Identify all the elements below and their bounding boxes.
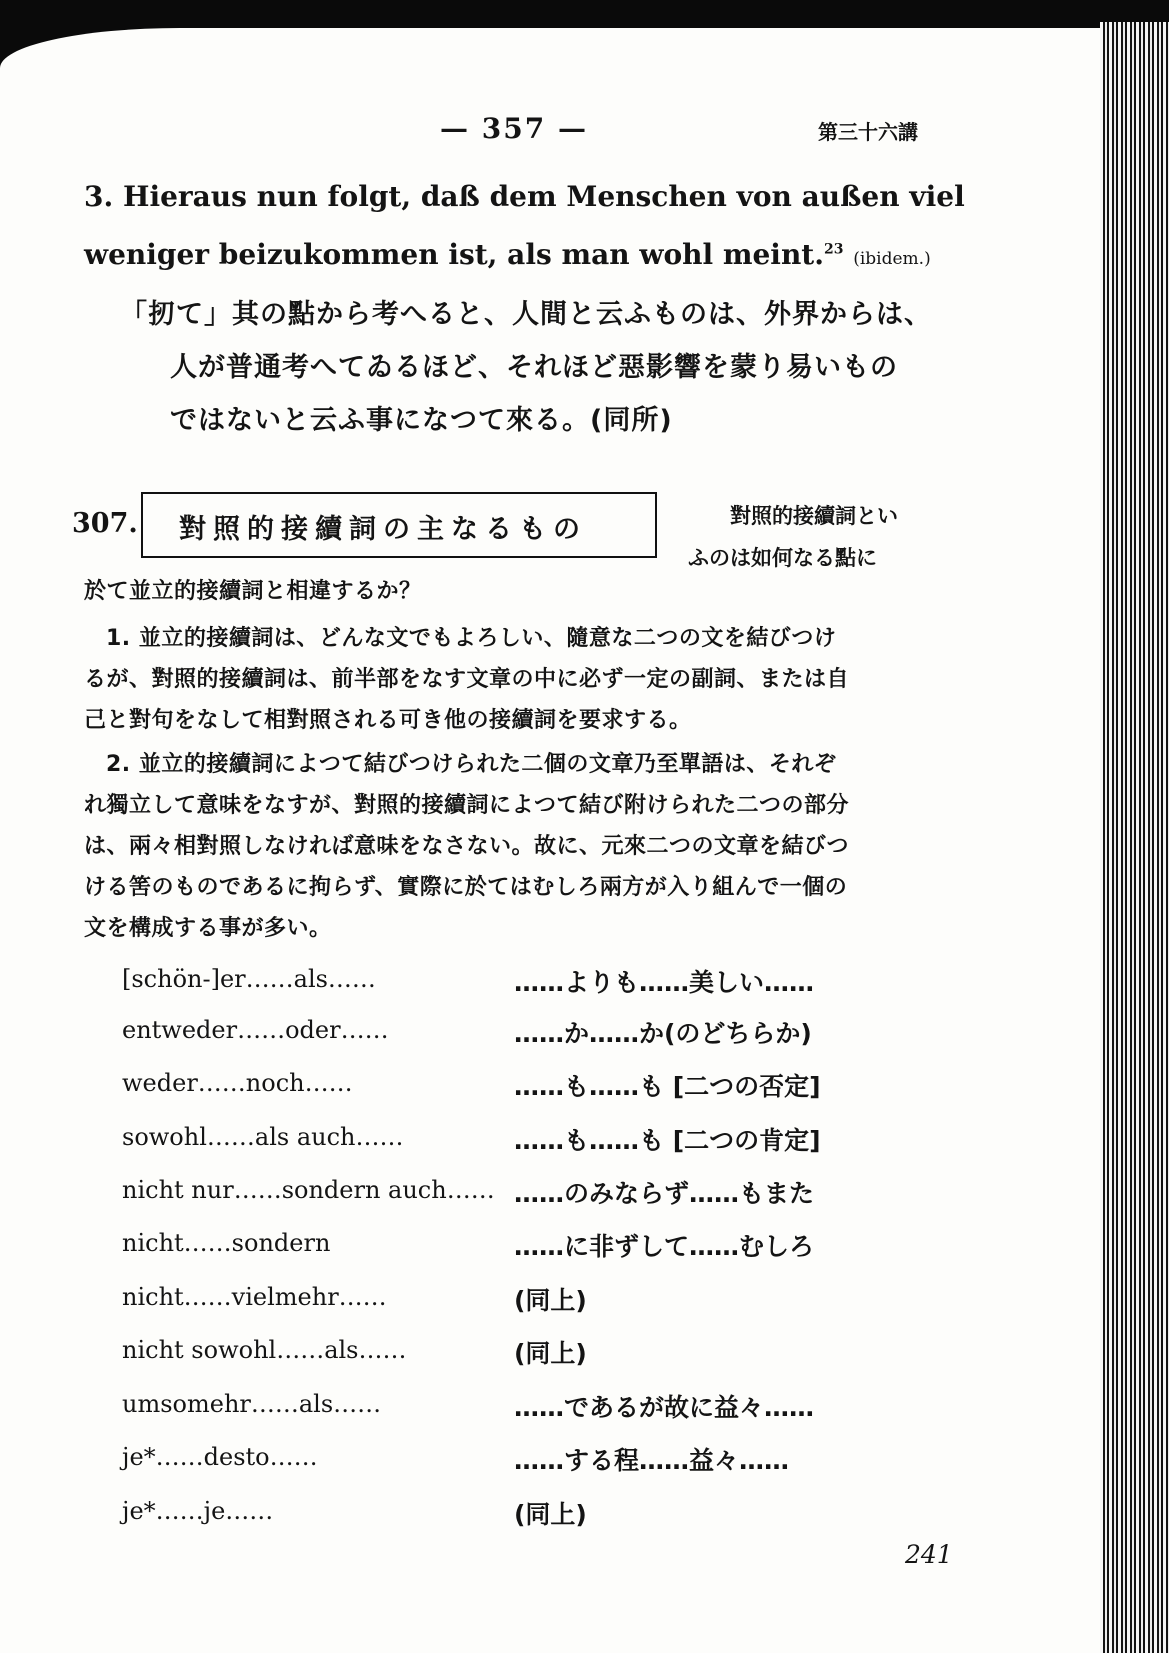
footnote-mark: 23 <box>823 241 844 258</box>
conjunction-japanese: ……か……か(のどちらか) <box>514 1019 812 1048</box>
paragraph-1-line: るが、對照的接續詞は、前半部をなす文章の中に必ず一定の副詞、または自 <box>84 667 850 692</box>
paragraph-2-line: ける筈のものであるに拘らず、實際に於てはむしろ兩方が入り組んで一個の <box>84 875 848 900</box>
example-line-2 <box>84 238 931 271</box>
paragraph-2-line: 文を構成する事が多い。 <box>84 916 332 941</box>
conjunction-german: nicht……vielmehr…… <box>122 1283 387 1311</box>
section-title: 對照的接續詞の主なるもの <box>179 514 587 545</box>
conjunction-japanese: (同上) <box>514 1286 587 1315</box>
conjunction-japanese: ……のみならず……もまた <box>514 1179 815 1208</box>
example-text-2: weniger beizukommen ist, als man wohl meint. <box>84 238 824 271</box>
example-number: 3. <box>84 180 114 213</box>
conjunction-german: [schön-]er……als…… <box>122 965 376 993</box>
paragraph-2-line: 2. 並立的接續詞によつて結びつけられた二個の文章乃至單語は、それぞ <box>106 752 837 777</box>
example-line-1 <box>84 180 965 213</box>
example-text-1: Hieraus nun folgt, daß dem Menschen von außen viel <box>122 180 965 213</box>
paragraph-1-line: 己と對句をなして相對照される可き他の接續詞を要求する。 <box>84 708 692 733</box>
translation-line-1: 「扨て」其の點から考へると、人間と云ふものは、外界からは、 <box>120 299 932 330</box>
conjunction-japanese: ……も……も [二つの肯定] <box>514 1126 821 1155</box>
translation-line-2: 人が普通考へてゐるほど、それほど惡影響を蒙り易いもの <box>170 352 898 383</box>
conjunction-german: nicht sowohl……als…… <box>122 1336 407 1364</box>
page-number-header: — 357 — <box>440 112 588 145</box>
example-source: (ibidem.) <box>853 249 931 269</box>
conjunction-japanese: ……であるが故に益々…… <box>514 1393 815 1422</box>
paragraph-1-line: 1. 並立的接續詞は、どんな文でもよろしい、隨意な二つの文を結びつけ <box>106 626 837 651</box>
conjunction-german: nicht……sondern <box>122 1229 331 1257</box>
page-edges <box>1100 0 1169 1653</box>
section-number: 307. <box>72 508 138 539</box>
conjunction-japanese: (同上) <box>514 1500 587 1529</box>
conjunction-japanese: ……も……も [二つの否定] <box>514 1072 821 1101</box>
conjunction-japanese: ……する程……益々…… <box>514 1446 790 1475</box>
question-side-1: 對照的接續詞とい <box>730 504 898 528</box>
conjunction-japanese: ……よりも……美しい…… <box>514 968 815 997</box>
paragraph-2-line: は、兩々相對照しなければ意味をなさない。故に、元來二つの文章を結びつ <box>84 834 850 859</box>
conjunction-german: entweder……oder…… <box>122 1016 389 1044</box>
conjunction-german: je*……desto…… <box>122 1443 318 1471</box>
conjunction-german: umsomehr……als…… <box>122 1390 382 1418</box>
conjunction-german: nicht nur……sondern auch…… <box>122 1176 495 1204</box>
conjunction-german: sowohl……als auch…… <box>122 1123 404 1151</box>
question-continuation: 於て並立的接續詞と相違するか？ <box>84 579 422 604</box>
folio-number: 241 <box>905 1540 953 1569</box>
question-side-2: ふのは如何なる點に <box>688 546 877 570</box>
conjunction-japanese: (同上) <box>514 1339 587 1368</box>
section-label: 第三十六講 <box>818 120 918 144</box>
conjunction-german: weder……noch…… <box>122 1069 353 1097</box>
conjunction-german: je*……je…… <box>122 1497 274 1525</box>
translation-line-3: ではないと云ふ事になつて來る。(同所) <box>170 405 673 436</box>
conjunction-japanese: ……に非ずして……むしろ <box>514 1232 815 1261</box>
paragraph-2-line: れ獨立して意味をなすが、對照的接續詞によつて結び附けられた二つの部分 <box>84 793 850 818</box>
section-title-box <box>141 492 657 558</box>
